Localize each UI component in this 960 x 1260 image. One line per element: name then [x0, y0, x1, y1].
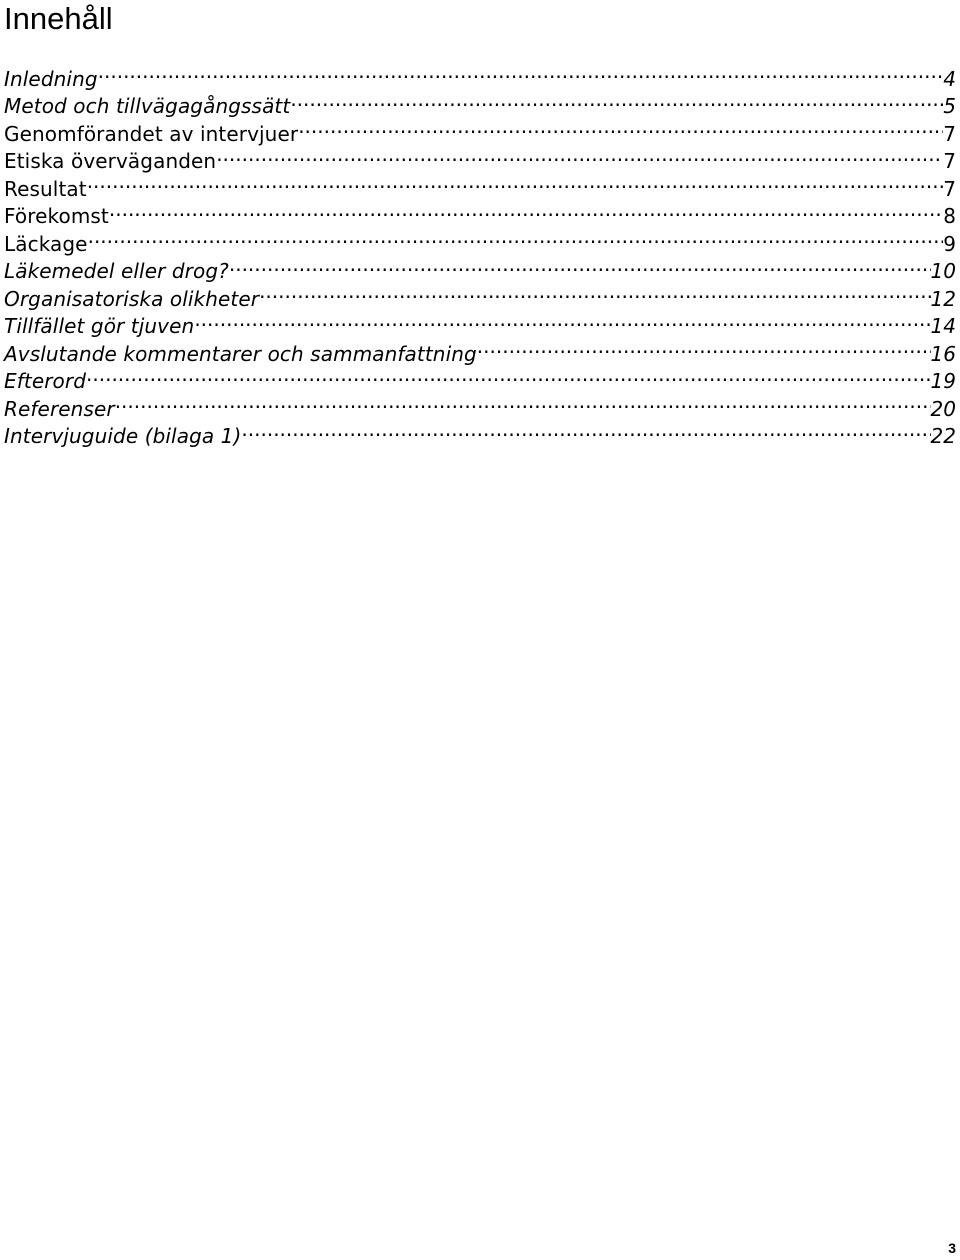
toc-dot-leader: [98, 58, 944, 86]
toc-entry-label: Läckage: [4, 231, 88, 256]
toc-entry-label: Avslutande kommentarer och sammanfattning: [4, 341, 477, 366]
toc-entry-page: 4: [943, 66, 956, 91]
toc-dot-leader: [194, 306, 930, 334]
toc-dot-leader: [216, 141, 943, 169]
toc-entry-label: Referenser: [4, 396, 115, 421]
toc-dot-leader: [298, 113, 943, 141]
toc-entry-page: 10: [930, 259, 956, 283]
toc-entry-label: Läkemedel eller drog?: [4, 259, 229, 283]
toc-entry-page: 5: [943, 94, 956, 118]
toc-dot-leader: [259, 278, 930, 306]
toc-entry-lakemedel[interactable]: [4, 251, 960, 283]
toc-dot-leader: [290, 86, 943, 114]
toc-entry-label: Tillfället gör tjuven: [4, 314, 195, 338]
toc-entry-label: Intervjuguide (bilaga 1): [4, 424, 242, 448]
toc-entry-label: Resultat: [4, 176, 87, 201]
toc-dot-leader: [115, 388, 931, 416]
page-title: Innehåll: [4, 1, 113, 36]
toc-entry-page: 16: [930, 341, 956, 366]
toc-entry-label: Förekomst: [4, 204, 109, 228]
toc-entry-metod[interactable]: [4, 86, 960, 118]
toc-entry-label: Inledning: [4, 66, 98, 91]
page-number: 3: [948, 1240, 956, 1256]
toc-entry-page: 9: [943, 231, 956, 256]
toc-dot-leader: [87, 168, 944, 196]
toc-dot-leader: [229, 251, 931, 279]
toc-entry-page: 8: [943, 204, 956, 228]
toc-dot-leader: [477, 333, 931, 361]
toc-entry-page: 7: [943, 121, 956, 146]
toc-entry-inledning[interactable]: [4, 58, 960, 91]
toc-entry-efterord[interactable]: [4, 361, 960, 393]
toc-dot-leader: [109, 196, 943, 224]
toc-entry-intervjuguide[interactable]: [4, 416, 960, 448]
toc-entry-forekomst[interactable]: [4, 196, 960, 228]
toc-entry-page: 14: [930, 314, 956, 338]
toc-entry-page: 20: [930, 396, 956, 421]
toc-entry-label: Etiska överväganden: [4, 149, 217, 173]
toc-entry-page: 7: [943, 149, 956, 173]
toc-entry-page: 7: [943, 176, 956, 201]
toc-entry-resultat[interactable]: [4, 168, 960, 201]
toc-dot-leader: [88, 223, 944, 251]
toc-entry-referenser[interactable]: [4, 388, 960, 421]
toc-entry-label: Metod och tillvägagångssätt: [4, 94, 291, 118]
table-of-contents: [4, 58, 960, 448]
toc-dot-leader: [86, 361, 931, 389]
toc-entry-label: Efterord: [4, 369, 87, 393]
toc-entry-lackage[interactable]: [4, 223, 960, 256]
toc-entry-page: 12: [930, 286, 956, 311]
toc-entry-label: Genomförandet av intervjuer: [4, 121, 299, 146]
toc-dot-leader: [241, 416, 930, 444]
toc-entry-label: Organisatoriska olikheter: [4, 286, 260, 311]
toc-entry-page: 19: [930, 369, 956, 393]
toc-entry-page: 22: [930, 424, 956, 448]
